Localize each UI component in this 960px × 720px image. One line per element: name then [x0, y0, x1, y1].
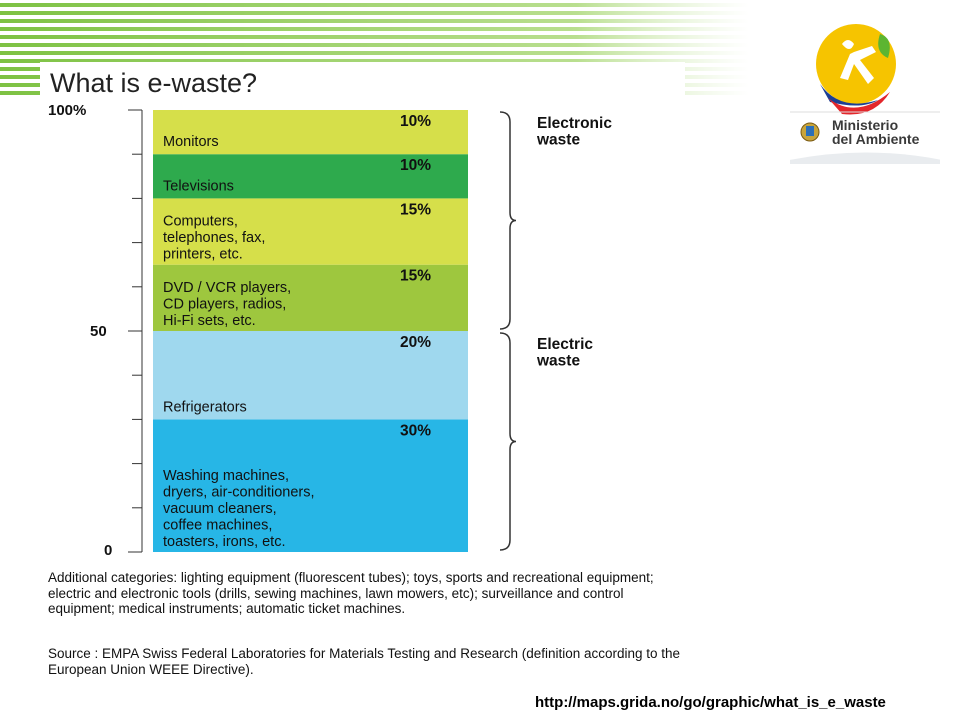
segment-category-label-0: Washing machines, dryers, air-conditioners, vacuum cleaners, coffee machines, toasters, irons, etc.: [163, 468, 315, 550]
segment-percent-label-1: 20%: [400, 334, 432, 351]
ministry-line2: del Ambiente: [832, 131, 920, 147]
stacked-bar-chart: [40, 62, 685, 567]
segment-percent-label-0: 30%: [400, 422, 432, 440]
group-brace-1: [500, 333, 516, 550]
ewaste-infographic: [40, 62, 685, 687]
segment-category-label-1: Refrigerators: [163, 399, 247, 416]
segment-percent-label-3: 15%: [400, 201, 432, 219]
segment-percent-label-2: 15%: [400, 267, 432, 285]
group-label-1: Electric waste: [537, 336, 594, 370]
y-tick-label-50: 50: [90, 323, 107, 340]
segment-category-label-2: DVD / VCR players, CD players, radios, Hi-Fi sets, etc.: [163, 280, 292, 329]
header-stripe: [0, 3, 960, 7]
segment-category-label-5: Monitors: [163, 134, 219, 151]
source-note: Source : EMPA Swiss Federal Laboratories for Materials Testing and Research (definition according to the European Union WEEE Directive).: [48, 646, 681, 677]
segment-percent-label-4: 10%: [400, 157, 432, 175]
y-tick-label-0: 0: [104, 542, 113, 559]
group-brace-0: [500, 112, 516, 329]
y-tick-label-100: 100%: [48, 102, 87, 119]
segment-category-label-4: Televisions: [163, 178, 234, 195]
ministry-line1: Ministerio: [832, 117, 899, 133]
segment-percent-label-5: 10%: [400, 113, 432, 130]
group-label-0: Electronic waste: [537, 115, 612, 149]
chart-title: What is e-waste?: [50, 68, 258, 98]
ministry-name: [832, 118, 919, 146]
logo-swoosh: [790, 152, 940, 164]
segment-category-label-3: Computers, telephones, fax, printers, etc.: [163, 213, 266, 263]
source-url[interactable]: http://maps.grida.no/go/graphic/what_is_e_waste: [535, 694, 886, 711]
additional-categories-note: Additional categories: lighting equipment (fluorescent tubes); toys, sports and recreational equipment; electric and electronic tools (drills, sewing machines, lawn mowers, etc); surveillance and control equipment; medical instruments; automatic ticket machines.: [48, 570, 654, 616]
